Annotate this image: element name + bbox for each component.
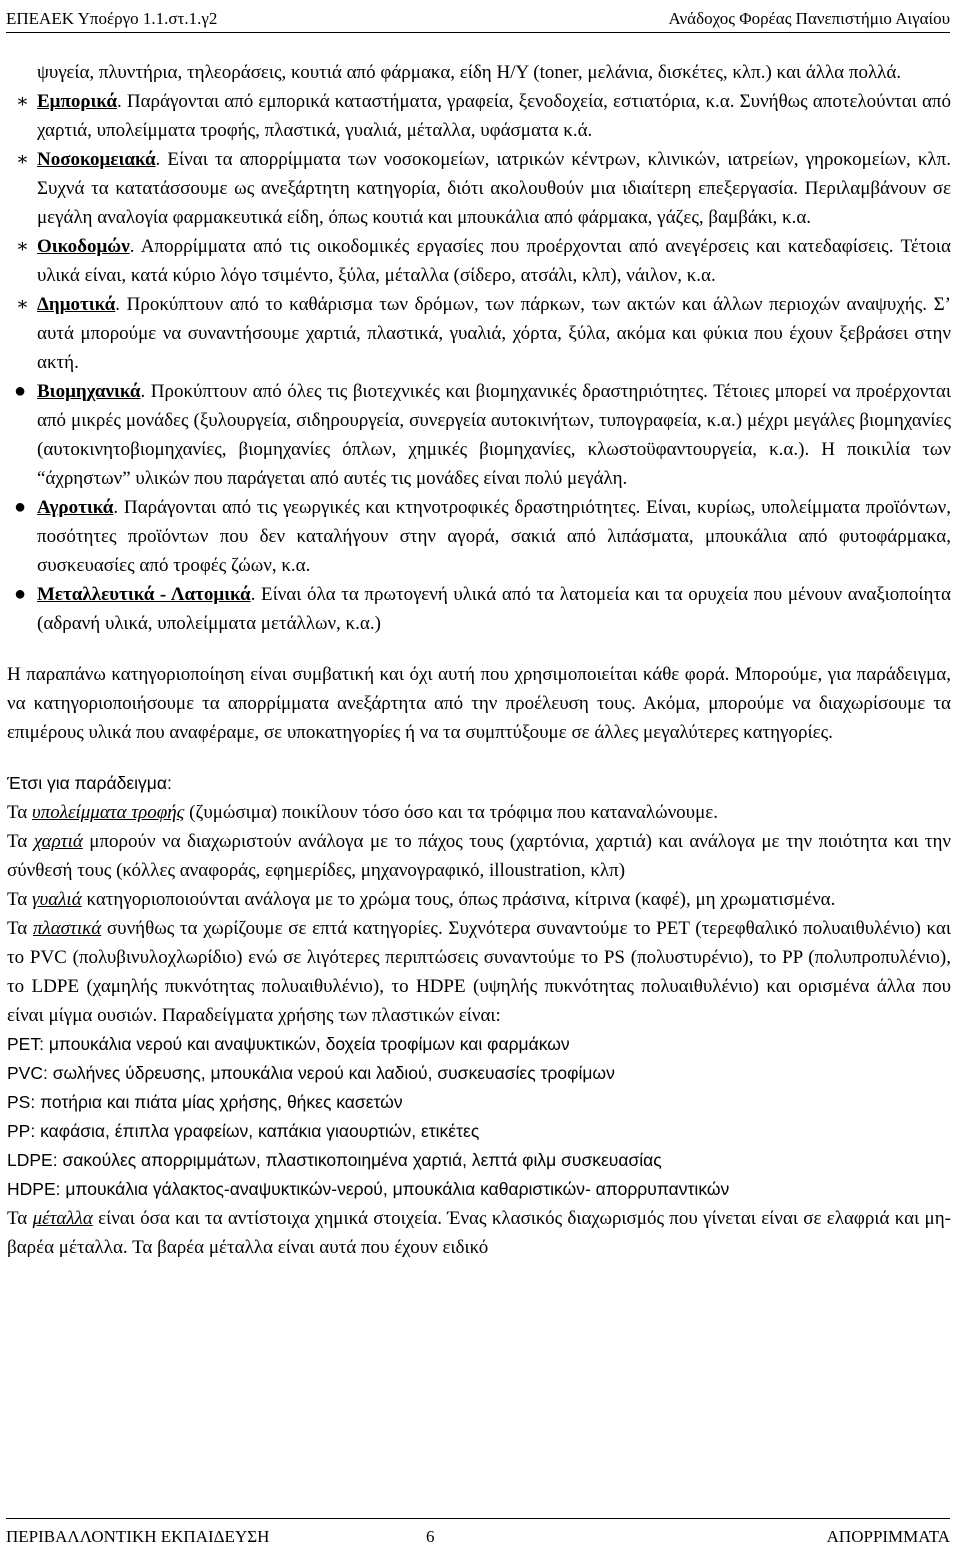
page-footer: [6, 1518, 950, 1545]
example-heading: Έτσι για παράδειγμα:: [7, 773, 172, 793]
intro-continuation: ψυγεία, πλυντήρια, τηλεοράσεις, κουτιά από φάρμακα, είδη Η/Υ (toner, μελάνια, δισκέτες, κλπ.) και άλλα πολλά.: [37, 62, 902, 83]
page-number: 6: [426, 1527, 435, 1546]
list-item-industrial: [7, 377, 951, 493]
list-item-mining: [7, 580, 951, 638]
plastic-use-pp: PP: καφάσια, έπιπλα γραφείων, καπάκια γιαουρτιών, ετικέτες: [7, 1121, 480, 1141]
plastic-use-ldpe: LDPE: σακούλες απορριμμάτων, πλαστικοποιημένα χαρτιά, λεπτά φιλμ συσκευασίας: [7, 1150, 662, 1170]
example-plastics: Τα πλαστικά συνήθως τα χωρίζουμε σε επτά κατηγορίες. Συχνότερα συναντούμε το PET (τερεφθαλικό πολυαιθυλένιο) και το PVC (πολυβινυλοχλωρίδιο) ενώ σε λιγότερες περιπτώσεις συναντούμε το PS (πολυστυρένιο), το PP (πολυπροπυλένιο), το LDPE (χαμηλής πυκνότητας πολυαιθυλένιο), το HDPE (υψηλής πυκνότητας πολυαιθυλένιο) και ορισμένα άλλα που είναι μίγμα ουσιών. Παραδείγματα χρήσης των πλαστικών είναι:: [7, 918, 951, 1026]
plastic-use-ps: PS: ποτήρια και πιάτα μίας χρήσης, θήκες κασετών: [7, 1092, 403, 1112]
item-title: Εμπορικά: [37, 91, 118, 112]
item-text: . Προκύπτουν από όλες τις βιοτεχνικές και βιομηχανικές δραστηριότητες. Τέτοιες μπορεί να προέρχονται από μικρές μονάδες (ξυλουργεία, σιδηρουργεία, συνεργεία αυτοκινήτων, τυπογραφεία, κ.α.) μέχρι μεγάλες βιομηχανίες (αυτοκινητοβιομηχανίες, βιομηχανίες όπλων, χημικές βιομηχανίες, κλωστοϋφαντουργεία, κ.α.). Η ποικιλία των “άχρηστων” υλικών που παράγεται από αυτές τις μονάδες είναι πολύ μεγάλη.: [37, 381, 951, 489]
asterisk-bullet-icon: ∗: [16, 294, 29, 315]
term-food: υπολείμματα τροφής: [32, 802, 185, 823]
list-item-construction: [7, 232, 951, 290]
item-text: . Είναι τα απορρίμματα των νοσοκομείων, ιατρικών κέντρων, κλινικών, ιατρείων, γηροκομείων, κλπ. Συχνά τα κατατάσσουμε ως ανεξάρτητη κατηγορία, διότι ακολουθούν μια ιδιαίτερη επεξεργασία. Περιλαμβάνουν σε μεγάλη αναλογία φαρμακευτικά είδη, όπως κουτιά και μπουκάλια από φάρμακα, γάζες, βαμβάκι, κ.α.: [37, 149, 951, 228]
example-paper: Τα χαρτιά μπορούν να διαχωριστούν ανάλογα με το πάχος τους (χαρτόνια, χαρτιά) και ανάλογα με την ποιότητα και την σύνθεσή τους (κόλλες αναφοράς, εφημερίδες, μηχανογραφικό, illoustration, κλπ): [7, 831, 951, 881]
item-title: Δημοτικά: [37, 294, 116, 315]
item-text: . Παράγονται από εμπορικά καταστήματα, γραφεία, ξενοδοχεία, εστιατόρια, κ.α. Συνήθως αποτελούνται από χαρτιά, υπολείμματα τροφής, πλαστικά, γυαλιά, μέταλλα, υφάσματα κ.ά.: [37, 91, 951, 141]
term-plastics: πλαστικά: [32, 918, 102, 939]
asterisk-bullet-icon: ∗: [16, 91, 29, 112]
plastic-use-pet: PET: μπουκάλια νερού και αναψυκτικών, δοχεία τροφίμων και φαρμάκων: [7, 1034, 570, 1054]
example-metals: Τα μέταλλα είναι όσα και τα αντίστοιχα χημικά στοιχεία. Ένας κλασικός διαχωρισμός που γίνεται είναι σε ελαφριά και μη-βαρέα μέταλλα. Τα βαρέα μέταλλα είναι αυτά που έχουν ειδικό: [7, 1208, 951, 1258]
asterisk-bullet-icon: ∗: [16, 236, 29, 257]
bullet-dot-icon: ●: [14, 380, 27, 402]
plastics-uses-list: [7, 1030, 951, 1204]
asterisk-bullet-icon: ∗: [16, 149, 29, 170]
term-glass: γυαλιά: [32, 889, 82, 910]
item-title: Οικοδομών: [37, 236, 130, 257]
list-item-municipal: [7, 290, 951, 377]
term-paper: χαρτιά: [33, 831, 83, 852]
item-text: . Παράγονται από τις γεωργικές και κτηνοτροφικές δραστηριότητες. Είναι, κυρίως, υπολείμματα προϊόντων, ποσότητες προϊόντων που δεν καταλήγουν στην αγορά, σακιά από λιπάσματα, μπουκάλια από φυτοφάρμακα, συσκευασίες από τροφές ζώων, κ.α.: [37, 497, 951, 576]
term-metals: μέταλλα: [32, 1208, 93, 1229]
item-title: Αγροτικά: [37, 497, 114, 518]
bullet-dot-icon: ●: [14, 496, 27, 518]
list-item-commercial: [7, 87, 951, 145]
list-item-agricultural: [7, 493, 951, 580]
plastic-use-hdpe: HDPE: μπουκάλια γάλακτος-αναψυκτικών-νερού, μπουκάλια καθαριστικών- απορρυπαντικών: [7, 1179, 730, 1199]
document-body: [7, 58, 951, 1262]
item-text: . Είναι όλα τα πρωτογενή υλικά από τα λατομεία και τα ορυχεία που μένουν αναξιοποίητα (αδρανή υλικά, υπολείμματα μετάλλων, κ.α.): [37, 584, 952, 634]
example-glass: Τα γυαλιά κατηγοριοποιούνται ανάλογα με το χρώμα τους, όπως πράσινα, κίτρινα (καφέ), μη χρωματισμένα.: [7, 889, 836, 910]
item-title: Νοσοκομειακά: [37, 149, 156, 170]
classification-paragraph: Η παραπάνω κατηγοριοποίηση είναι συμβατική και όχι αυτή που χρησιμοποιείται κάθε φορά. Μπορούμε, για παράδειγμα, να κατηγοριοποιήσουμε τα απορρίμματα ανεξάρτητα από την προέλευση τους. Ακόμα, μπορούμε να διαχωρίσουμε τα επιμέρους υλικά που αναφέραμε, σε υποκατηγορίες ή να τα συμπτύξουμε σε άλλες μεγαλύτερες κατηγορίες.: [7, 664, 951, 743]
header-right: Ανάδοχος Φορέας Πανεπιστήμιο Αιγαίου: [668, 9, 950, 28]
plastic-use-pvc: PVC: σωλήνες ύδρευσης, μπουκάλια νερού και λαδιού, συσκευασίες τροφίμων: [7, 1063, 615, 1083]
item-title: Μεταλλευτικά - Λατομικά: [37, 584, 251, 605]
header-left: ΕΠΕΑΕΚ Υποέργο 1.1.στ.1.γ2: [6, 9, 218, 28]
footer-left: ΠΕΡΙΒΑΛΛΟΝΤΙΚΗ ΕΚΠΑΙΔΕΥΣΗ: [6, 1527, 270, 1546]
item-title: Βιομηχανικά: [37, 381, 141, 402]
footer-right: ΑΠΟΡΡΙΜΜΑΤΑ: [826, 1527, 950, 1546]
bullet-dot-icon: ●: [14, 583, 27, 605]
page-header: [6, 6, 950, 33]
item-text: . Προκύπτουν από το καθάρισμα των δρόμων, των πάρκων, των ακτών και άλλων περιοχών αναψυχής. Σ’ αυτά μπορούμε να συναντήσουμε χαρτιά, πλαστικά, γυαλιά, χόρτα, ξύλα, ακόμα και φύκια που έχουν ξεβράσει στην ακτή.: [37, 294, 951, 373]
item-text: . Απορρίμματα από τις οικοδομικές εργασίες που προέρχονται από ανεγέρσεις και κατεδαφίσεις. Τέτοια υλικά είναι, κατά κύριο λόγο τσιμέντο, ξύλα, μέταλλα (σίδερο, ατσάλι, κλπ), νάιλον, κ.α.: [37, 236, 951, 286]
example-food: Τα υπολείμματα τροφής (ζυμώσιμα) ποικίλουν τόσο όσο και τα τρόφιμα που καταναλώνουμε.: [7, 802, 719, 823]
list-item-hospital: [7, 145, 951, 232]
